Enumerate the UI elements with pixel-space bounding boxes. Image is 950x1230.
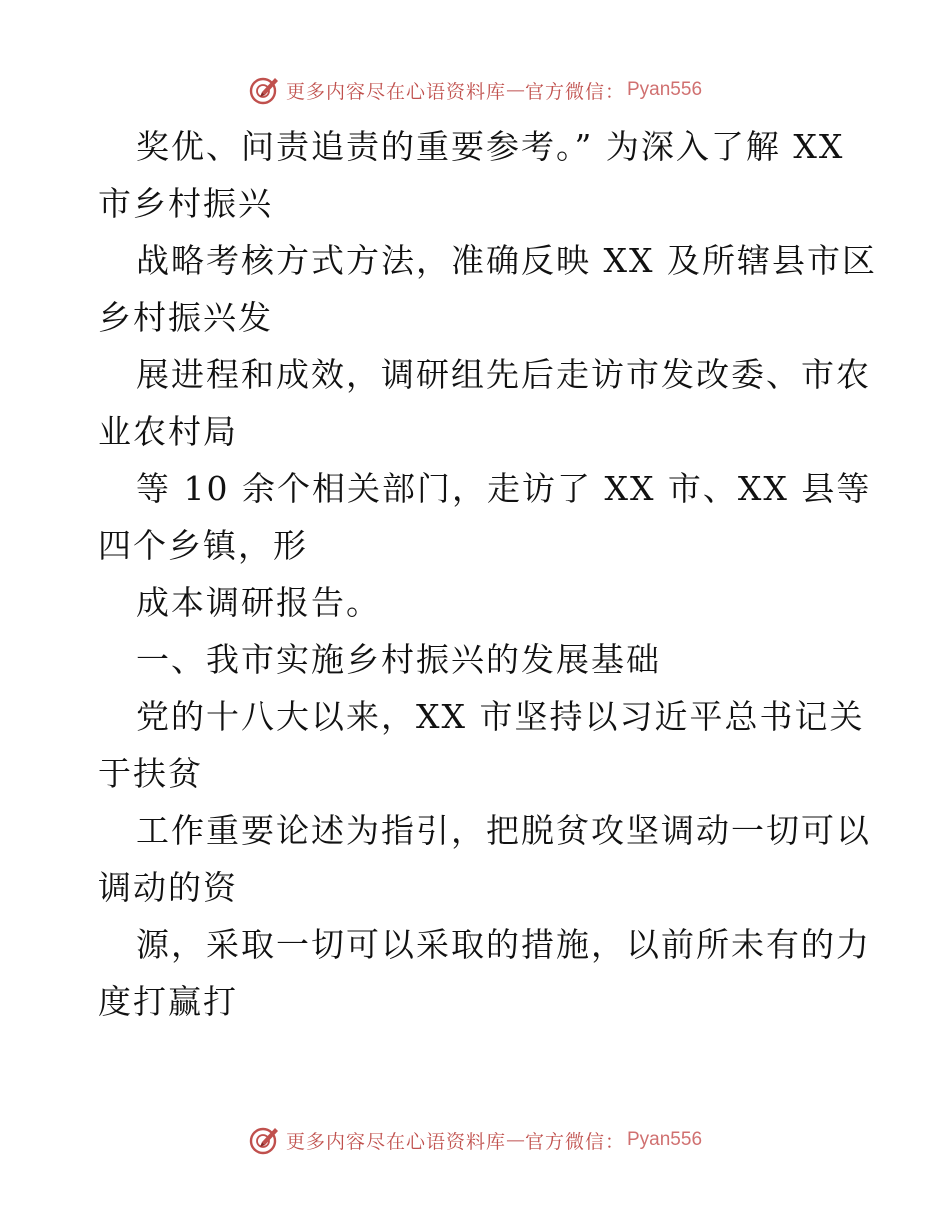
header-wechat-handle: Pyan556 <box>627 79 703 100</box>
body-line: 四个乡镇，形 <box>98 526 308 565</box>
footer-brand-text: 更多内容尽在心语资料库 <box>285 1130 506 1153</box>
body-line: 市乡村振兴 <box>98 184 273 223</box>
document-body <box>98 118 877 1030</box>
header-banner <box>0 73 950 107</box>
body-line: 乡村振兴发 <box>98 298 273 337</box>
footer-wechat-handle: Pyan556 <box>627 1129 703 1150</box>
body-line: 等 10 余个相关部门，走访了 XX 市、XX 县等 <box>136 469 872 508</box>
footer-separator: — <box>505 1129 525 1151</box>
body-line: 展进程和成效，调研组先后走访市发改委、市农 <box>136 355 871 394</box>
body-line: 度打赢打 <box>98 982 238 1021</box>
body-line: 工作重要论述为指引，把脱贫攻坚调动一切可以 <box>136 811 871 850</box>
body-line: 调动的资 <box>98 868 238 907</box>
body-line: 奖优、问责追责的重要参考。” 为深入了解 XX <box>136 127 845 166</box>
header-brand-text: 更多内容尽在心语资料库 <box>285 80 506 103</box>
body-line: 成本调研报告。 <box>136 583 381 622</box>
section-heading: 一、我市实施乡村振兴的发展基础 <box>136 640 661 679</box>
body-line: 战略考核方式方法，准确反映 XX 及所辖县市区 <box>136 241 877 280</box>
body-line: 党的十八大以来，XX 市坚持以习近平总书记关 <box>136 697 865 736</box>
body-line: 业农村局 <box>98 412 238 451</box>
header-wechat-label: 官方微信： <box>524 80 625 103</box>
header-separator: — <box>505 79 525 101</box>
body-line: 于扶贫 <box>98 754 203 793</box>
pen-logo-icon <box>248 1124 280 1156</box>
footer-banner <box>0 1123 950 1157</box>
body-line: 源，采取一切可以采取的措施，以前所未有的力 <box>136 925 871 964</box>
footer-wechat-label: 官方微信： <box>524 1130 625 1153</box>
pen-logo-icon <box>248 74 280 106</box>
